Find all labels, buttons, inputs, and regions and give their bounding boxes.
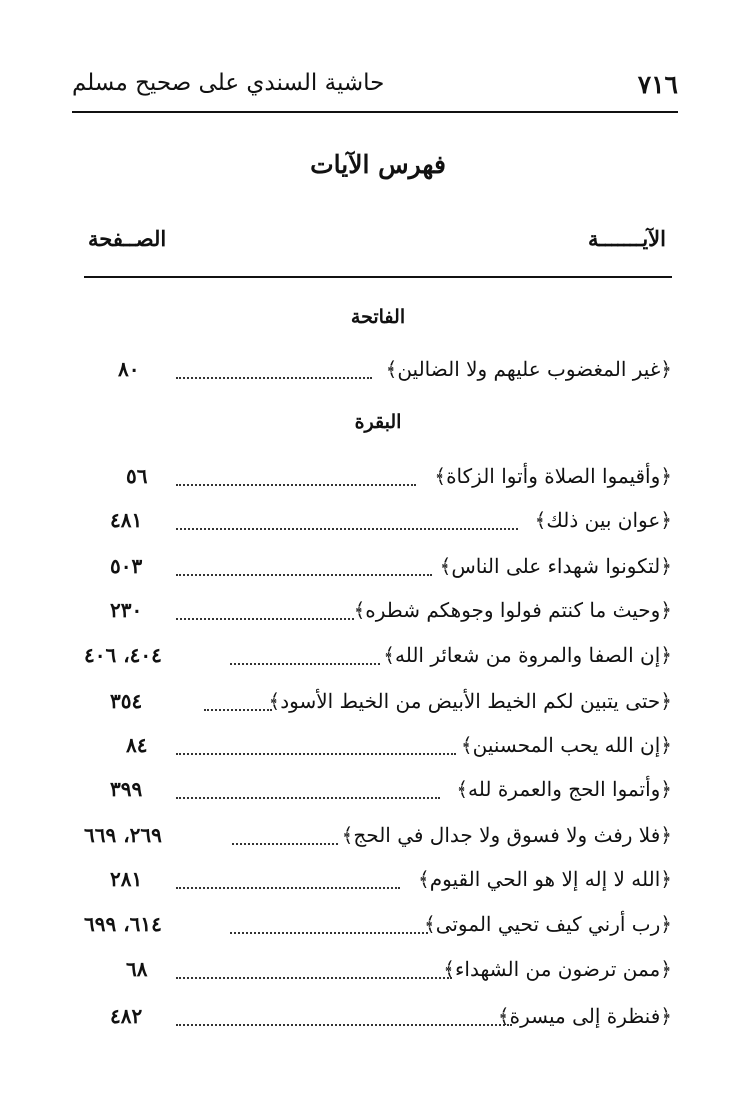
page-reference: ٦٨ xyxy=(126,957,148,981)
index-entry xyxy=(84,598,672,628)
page-column-header: الصــفحة xyxy=(88,226,167,251)
page-reference: ٤٨١ xyxy=(110,508,143,532)
dot-leader xyxy=(176,789,440,799)
page-reference: ٤٨٢ xyxy=(110,1004,143,1028)
book-title: حاشية السندي على صحيح مسلم xyxy=(72,70,385,96)
verse-text: ﴿حتى يتبين لكم الخيط الأبيض من الخيط الأسود﴾ xyxy=(268,689,672,713)
page-reference: ٦١٤، ٦٩٩ xyxy=(84,912,162,936)
page-reference: ٥٦ xyxy=(126,464,148,488)
verse-text: ﴿لتكونوا شهداء على الناس﴾ xyxy=(439,554,672,578)
index-title: فهرس الآيات xyxy=(310,150,446,179)
table-rule xyxy=(84,276,672,278)
verse-text: ﴿فلا رفث ولا فسوق ولا جدال في الحج﴾ xyxy=(341,823,672,847)
page-number: ٧١٦ xyxy=(637,70,678,99)
dot-leader xyxy=(230,924,428,934)
surah-title: الفاتحة xyxy=(350,306,406,328)
dot-leader xyxy=(176,745,456,755)
index-entry xyxy=(84,823,672,853)
dot-leader xyxy=(204,701,272,711)
verse-text: ﴿فنظرة إلى ميسرة﴾ xyxy=(497,1004,672,1028)
index-entry xyxy=(84,554,672,584)
dot-leader xyxy=(176,566,432,576)
surah-title: البقرة xyxy=(354,411,402,433)
header-rule xyxy=(72,111,678,113)
index-entry xyxy=(84,777,672,807)
verse-text: ﴿وأقيموا الصلاة وأتوا الزكاة﴾ xyxy=(434,464,672,488)
index-entry xyxy=(84,357,672,387)
verse-text: ﴿إن الصفا والمروة من شعائر الله﴾ xyxy=(383,643,672,667)
page-reference: ٣٥٤ xyxy=(110,689,143,713)
dot-leader xyxy=(176,476,416,486)
verse-text: ﴿إن الله يحب المحسنين﴾ xyxy=(460,733,672,757)
page-reference: ٨٠ xyxy=(118,357,140,381)
dot-leader xyxy=(230,655,380,665)
dot-leader xyxy=(176,969,452,979)
verse-text: ﴿رب أرني كيف تحيي الموتى﴾ xyxy=(423,912,672,936)
verse-column-header: الآيـــــــة xyxy=(588,226,666,251)
verse-text: ﴿وأتموا الحج والعمرة لله﴾ xyxy=(456,777,672,801)
page-reference: ٥٠٣ xyxy=(110,554,143,578)
page-reference: ٢٦٩، ٦٦٩ xyxy=(84,823,162,847)
dot-leader xyxy=(176,610,354,620)
index-entry xyxy=(84,464,672,494)
index-entry xyxy=(84,1004,672,1034)
index-entry xyxy=(84,689,672,719)
index-entry xyxy=(84,867,672,897)
index-entry xyxy=(84,733,672,763)
dot-leader xyxy=(232,835,338,845)
verse-text: ﴿عوان بين ذلك﴾ xyxy=(534,508,672,532)
verse-text: ﴿وحيث ما كنتم فولوا وجوهكم شطره﴾ xyxy=(353,598,672,622)
index-entry xyxy=(84,643,672,673)
index-entry xyxy=(84,957,672,987)
page-reference: ٢٣٠ xyxy=(110,598,143,622)
index-entry xyxy=(84,508,672,538)
running-header xyxy=(72,68,678,108)
dot-leader xyxy=(176,520,518,530)
dot-leader xyxy=(176,879,400,889)
dot-leader xyxy=(176,1016,512,1026)
dot-leader xyxy=(176,369,372,379)
page-reference: ٣٩٩ xyxy=(110,777,143,801)
verse-text: ﴿الله لا إله إلا هو الحي القيوم﴾ xyxy=(418,867,672,891)
index-entry xyxy=(84,912,672,942)
page-reference: ٨٤ xyxy=(126,733,148,757)
verse-text: ﴿ممن ترضون من الشهداء﴾ xyxy=(443,957,672,981)
column-headers xyxy=(88,226,666,256)
page-reference: ٢٨١ xyxy=(110,867,143,891)
page-reference: ٤٠٤، ٤٠٦ xyxy=(84,643,162,667)
verse-text: ﴿غير المغضوب عليهم ولا الضالين﴾ xyxy=(385,357,672,381)
